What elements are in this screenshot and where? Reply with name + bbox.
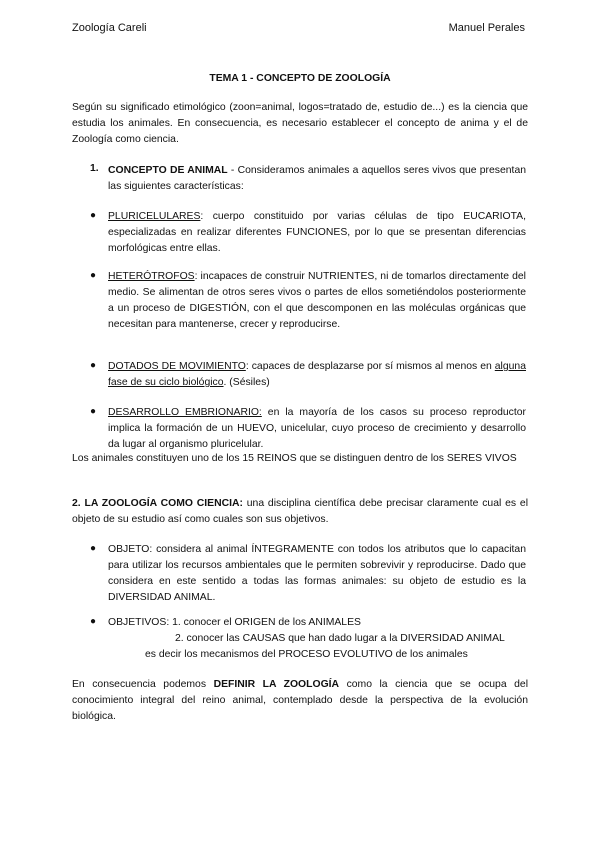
- bullet-icon: ●: [90, 406, 97, 417]
- page-title: TEMA 1 - CONCEPTO DE ZOOLOGÍA: [209, 73, 391, 84]
- header-right: Manuel Perales: [448, 22, 525, 34]
- bullet-icon: ●: [90, 270, 97, 281]
- section1-paragraph: [108, 163, 526, 195]
- characteristic-term: DESARROLLO EMBRIONARIO:: [108, 407, 262, 418]
- bullet-icon: ●: [90, 616, 97, 627]
- section2-text: una disciplina científica debe precisar claramente cual es el objeto de su estudio así como cuales son sus objetivos.: [72, 498, 529, 525]
- characteristic-movimiento: DOTADOS DE MOVIMIENTO: capaces de desplazarse por sí mismos al menos en alguna fase de su ciclo biológico. (Sésiles): [108, 361, 526, 388]
- characteristic-desarrollo: [108, 405, 526, 453]
- section1-heading: CONCEPTO DE ANIMAL: [108, 165, 228, 176]
- conclusion-paragraph: En consecuencia podemos DEFINIR LA ZOOLOGÍA como la ciencia que se ocupa del conocimiento integral del reino animal, contemplado desde la perspectiva de la evolución biológica.: [72, 679, 529, 722]
- bullet-icon: ●: [90, 210, 97, 221]
- conclusion-bold: DEFINIR LA ZOOLOGÍA: [213, 679, 340, 690]
- characteristic-term: DOTADOS DE MOVIMIENTO: [108, 361, 246, 372]
- characteristic-text: capaces de desplazarse por sí mismos al menos en: [248, 361, 495, 372]
- characteristic-text: en la mayoría de los casos su proceso reproductor implica la formación de un HUEVO, unicelular, cuyo proceso de crecimiento y desarrollo da lugar al organismo pluricelular.: [108, 407, 526, 450]
- section2-heading: 2. LA ZOOLOGÍA COMO CIENCIA:: [72, 498, 243, 509]
- section2-paragraph: [72, 496, 528, 528]
- bullet-icon: ●: [90, 543, 97, 554]
- objetivos-line-2: 2. conocer las CAUSAS que han dado lugar a la DIVERSIDAD ANIMAL: [175, 633, 505, 644]
- objeto-paragraph: OBJETO: considera al animal ÍNTEGRAMENTE con todos los atributos que lo capacitan para utilizar los recursos ambientales que le permiten sobrevivir y reproducirse. Dado que considera en este sentido a todas las formas animales: su objeto de estudio es la DIVERSIDAD ANIMAL.: [108, 544, 526, 603]
- characteristic-text: incapaces de construir NUTRIENTES, ni de tomarlos directamente del medio. Se alimentan de otros seres vivos o partes de ellos sometiéndolos posteriormente a un proceso de DIGESTIÓN, con el que descomponen en las moléculas orgánicas que necesitan para mantenerse, crecer y reproducirse.: [108, 271, 526, 330]
- characteristic-term: PLURICELULARES: [108, 211, 201, 222]
- objetivos-line-3: es decir los mecanismos del PROCESO EVOLUTIVO de los animales: [145, 649, 468, 660]
- intro-paragraph: Según su significado etimológico (zoon=animal, logos=tratado de, estudio de...) es la ciencia que estudia los animales. En consecuencia, es necesario establecer el concepto de anima y el de Zoología como ciencia.: [72, 102, 528, 145]
- animals-note: Los animales constituyen uno de los 15 REINOS que se distinguen dentro de los SERES VIVOS: [72, 453, 517, 464]
- characteristic-heterotrofos: HETERÓTROFOS: incapaces de construir NUTRIENTES, ni de tomarlos directamente del medio. Se alimentan de otros seres vivos o partes de ellos sometiéndolos posteriormente a un proceso de DIGESTIÓN, con el que descomponen en las moléculas orgánicas que necesitan para mantenerse, crecer y reproducirse.: [108, 271, 526, 330]
- characteristic-pluricelulares: PLURICELULARES: cuerpo constituido por varias células de tipo EUCARIOTA, especializadas en realizar diferentes FUNCIONES, por lo que se presentan diferencias morfológicas entre ellas.: [108, 211, 526, 254]
- characteristic-text: cuerpo constituido por varias células de tipo EUCARIOTA, especializadas en realizar diferentes FUNCIONES, por lo que se presentan diferencias morfológicas entre ellas.: [108, 211, 526, 254]
- section1-number: 1.: [90, 163, 99, 174]
- characteristic-term: HETERÓTROFOS: [108, 271, 195, 282]
- bullet-icon: ●: [90, 360, 97, 371]
- header-left: Zoología Careli: [72, 22, 147, 34]
- characteristic-underlined-phrase: alguna fase de su ciclo biológico: [108, 361, 526, 388]
- section1-text: - Consideramos animales a aquellos seres vivos que presentan las siguientes características:: [108, 165, 526, 192]
- objetivos-line-1: OBJETIVOS: 1. conocer el ORIGEN de los ANIMALES: [108, 617, 361, 628]
